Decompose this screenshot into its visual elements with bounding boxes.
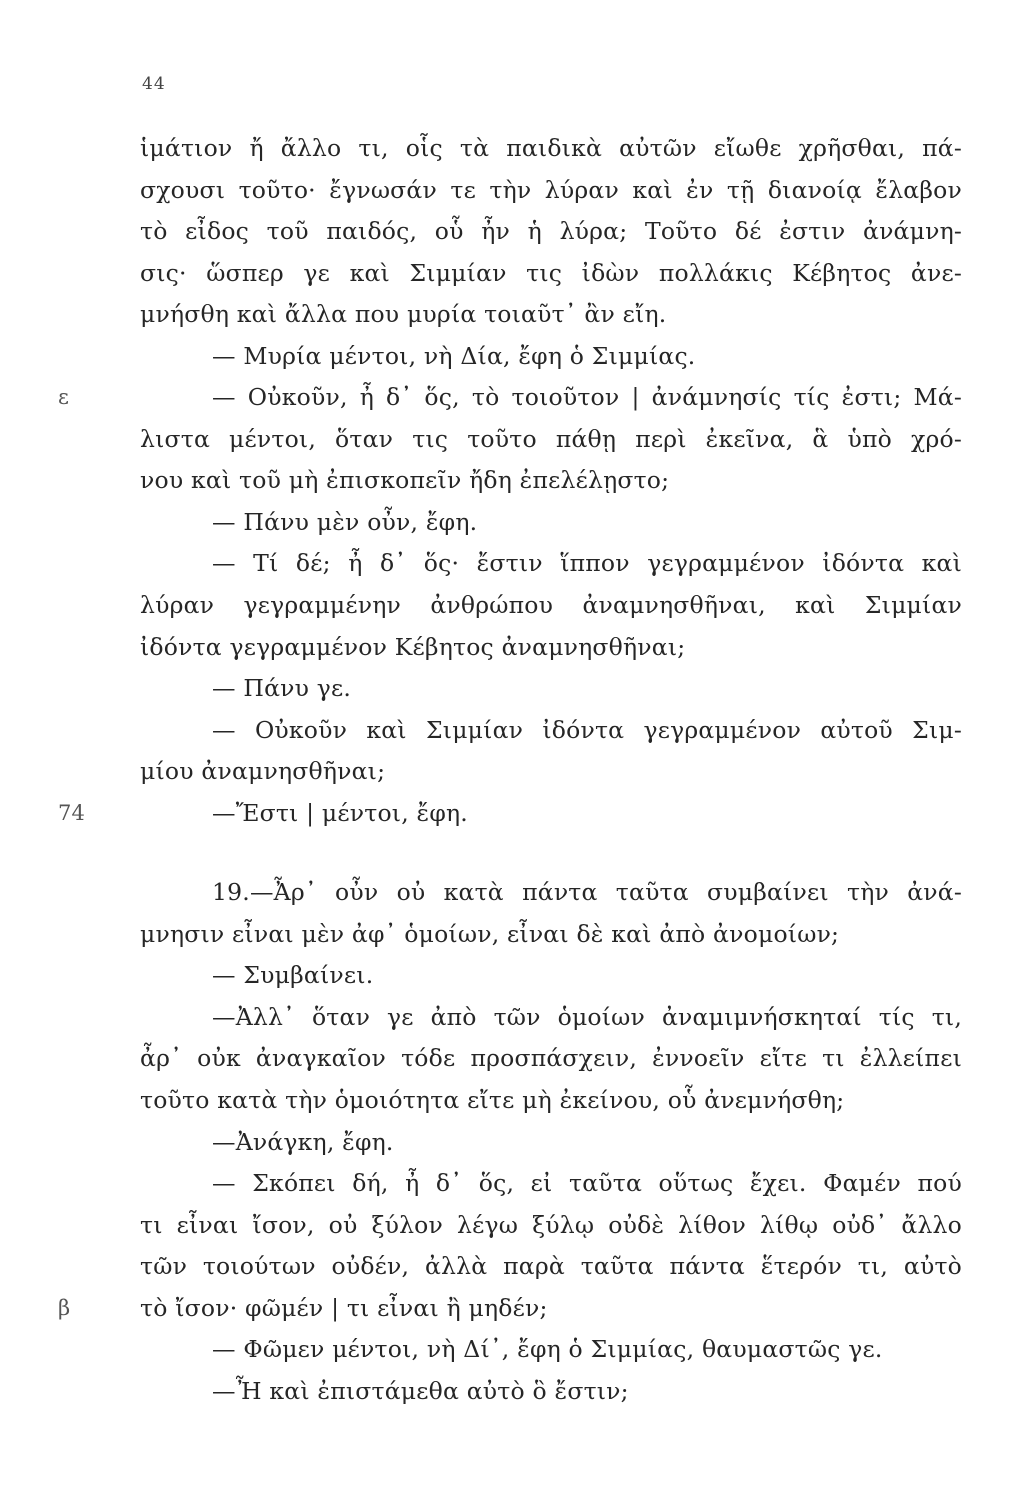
line-text: — Πάνυ γε.: [212, 674, 352, 703]
text-line: [140, 997, 962, 1039]
line-text: — Οὐκοῦν καὶ Σιμμίαν ἰδόντα γεγραμμένον αὐτοῦ Σιμ-: [212, 715, 962, 744]
margin-reference: β: [58, 1295, 71, 1320]
margin-reference: ε: [58, 385, 70, 410]
line-text: ἱμάτιον ἤ ἄλλο τι, οἷς τὰ παιδικὰ αὐτῶν εἴωθε χρῆσθαι, πά-: [140, 134, 962, 162]
text-line: [140, 710, 962, 752]
line-text: —Ἔστι | μέντοι, ἔφη.: [212, 798, 468, 827]
text-line: [140, 170, 962, 212]
line-text: τῶν τοιούτων οὐδέν, ἀλλὰ παρὰ ταῦτα πάντα ἕτερόν τι, αὐτὸ: [140, 1252, 962, 1281]
text-line: [140, 1163, 962, 1205]
line-text: ἰδόντα γεγραμμένον Κέβητος ἀναμνησθῆναι;: [140, 632, 686, 661]
text-line: [140, 1205, 962, 1247]
text-line: [140, 460, 962, 502]
text-line: [140, 627, 962, 669]
text-line: [140, 872, 962, 914]
text-line: [140, 1080, 962, 1122]
text-line: [140, 502, 962, 544]
text-line: [58, 793, 962, 835]
line-text: λύραν γεγραμμένην ἀνθρώπου ἀναμνησθῆναι, καὶ Σιμμίαν: [140, 591, 962, 620]
text-line: [140, 1329, 962, 1371]
text-line: [140, 955, 962, 997]
line-text: 19.—Ἆρ᾽ οὖν οὐ κατὰ πάντα ταῦτα συμβαίνει τὴν ἀνά-: [212, 878, 962, 907]
line-text: τι εἶναι ἴσον, οὐ ξύλον λέγω ξύλῳ οὐδὲ λίθον λίθῳ οὐδ᾽ ἄλλο: [140, 1210, 962, 1239]
line-text: τὸ ἴσον· φῶμέν | τι εἶναι ἢ μηδέν;: [140, 1293, 548, 1322]
line-text: — Συμβαίνει.: [212, 961, 374, 990]
text-line: [140, 1122, 962, 1164]
text-line: [58, 1288, 962, 1330]
line-text: — Φῶμεν μέντοι, νὴ Δί᾽, ἔφη ὁ Σιμμίας, θαυμαστῶς γε.: [212, 1335, 883, 1364]
text-line: [140, 914, 962, 956]
line-text: — Σκόπει δή, ἦ δ᾽ ὅς, εἰ ταῦτα οὕτως ἔχει. Φαμέν πού: [212, 1169, 962, 1198]
text-line: [140, 1038, 962, 1080]
text-line: [140, 668, 962, 710]
line-text: —Ἀλλ᾽ ὅταν γε ἀπὸ τῶν ὁμοίων ἀναμιμνήσκηταί τίς τι,: [212, 1002, 962, 1031]
line-text: μνήσθη καὶ ἄλλα που μυρία τοιαῦτ᾽ ἂν εἴη.: [140, 300, 667, 329]
line-text: — Πάνυ μὲν οὖν, ἔφη.: [212, 507, 478, 536]
line-text: τὸ εἶδος τοῦ παιδός, οὗ ἦν ἡ λύρα; Τοῦτο δέ ἐστιν ἀνάμνη-: [140, 217, 962, 246]
line-text: τοῦτο κατὰ τὴν ὁμοιότητα εἴτε μὴ ἐκείνου, οὗ ἀνεμνήσθη;: [140, 1086, 845, 1115]
text-line: [140, 419, 962, 461]
line-text: σχουσι τοῦτο· ἔγνωσάν τε τὴν λύραν καὶ ἐν τῇ διανοίᾳ ἔλαβον: [140, 175, 962, 204]
text-body: [58, 128, 962, 1412]
line-text: —Ἦ καὶ ἐπιστάμεθα αὐτὸ ὃ ἔστιν;: [212, 1376, 629, 1405]
text-line: [140, 336, 962, 378]
text-line: [140, 585, 962, 627]
line-text: νου καὶ τοῦ μὴ ἐπισκοπεῖν ἤδη ἐπελέλῃστο;: [140, 466, 670, 495]
text-line: [140, 543, 962, 585]
line-text: μνησιν εἶναι μὲν ἀφ᾽ ὁμοίων, εἶναι δὲ καὶ ἀπὸ ἀνομοίων;: [140, 919, 840, 948]
margin-reference: 74: [58, 800, 86, 825]
text-line: [140, 1246, 962, 1288]
line-text: —Ἀνάγκη, ἔφη.: [212, 1127, 394, 1156]
line-text: μίου ἀναμνησθῆναι;: [140, 757, 386, 786]
line-text: — Οὐκοῦν, ἦ δ᾽ ὅς, τὸ τοιοῦτον | ἀνάμνησίς τίς ἐστι; Μά-: [212, 383, 962, 412]
text-line: [140, 294, 962, 336]
line-text: σις· ὥσπερ γε καὶ Σιμμίαν τις ἰδὼν πολλάκις Κέβητος ἀνε-: [140, 258, 962, 287]
page-number: 44: [142, 74, 166, 94]
text-line: [140, 211, 962, 253]
text-line: [140, 128, 962, 170]
line-text: λιστα μέντοι, ὅταν τις τοῦτο πάθῃ περὶ ἐκεῖνα, ἃ ὑπὸ χρό-: [140, 424, 962, 453]
text-line: [140, 1371, 962, 1413]
line-text: — Μυρία μέντοι, νὴ Δία, ἔφη ὁ Σιμμίας.: [212, 341, 696, 370]
text-line: [58, 377, 962, 419]
line-text: — Τί δέ; ἦ δ᾽ ὅς· ἔστιν ἵππον γεγραμμένον ἰδόντα καὶ: [212, 549, 962, 578]
text-line: [140, 751, 962, 793]
text-line: [140, 253, 962, 295]
line-text: ἆρ᾽ οὐκ ἀναγκαῖον τόδε προσπάσχειν, ἐννοεῖν εἴτε τι ἐλλείπει: [140, 1044, 962, 1073]
